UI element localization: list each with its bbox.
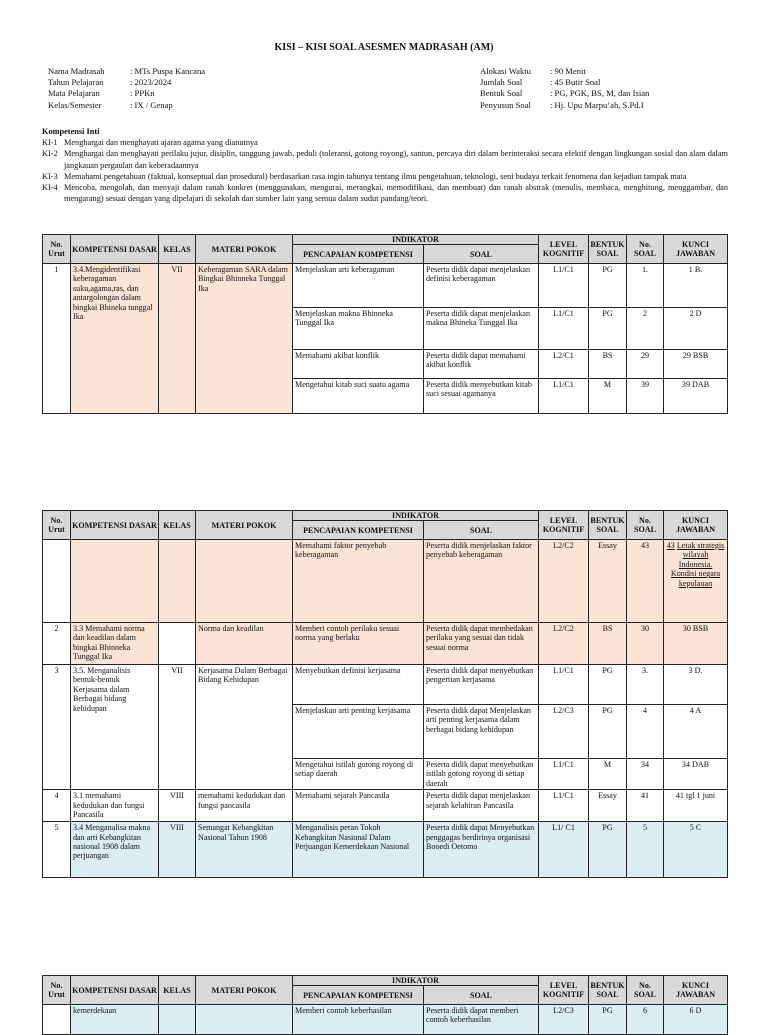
table-row [43, 623, 728, 665]
meta-label: Penyusun Soal [480, 99, 531, 110]
cell-kd: 3.1 memahami kedudukan dan fungsi Pancasila [71, 790, 159, 822]
cell-bentuk: Essay [589, 540, 627, 623]
meta-right [480, 66, 649, 111]
meta-label: Alokasi Waktu [480, 66, 531, 76]
cell-nosoal: 43 [627, 540, 664, 623]
ki-code: KI-4 [42, 183, 58, 193]
cell-soal: Peserta didik dapat menjelaskan makna Bhineka Tunggal Ika [424, 308, 539, 350]
ki-text: Memahami pengetahuan (faktual, konseptual dan prosedural) berdasarkan rasa ingin tahunya tentang ilmu pengetahuan, teknologi, seni budaya terkait fenomena dan kejadian tampak mata [64, 171, 687, 181]
cell-kelas: VII [159, 264, 196, 414]
cell-soal: Peserta didik dapat menyebutkan pengertian kerjasama [424, 665, 539, 705]
meta-label: Tahun Pelajaran [48, 77, 104, 88]
cell-no: 1 [43, 264, 71, 414]
cell-soal: Peserta didik dapat memahami akibat konflik [424, 350, 539, 379]
cell-nosoal: 34 [627, 759, 664, 790]
header-pk: PENCAPAIAN KOMPETENSI [293, 986, 424, 1005]
cell-level: L2/C2 [539, 623, 589, 665]
cell-nosoal: 2 [627, 308, 664, 350]
cell-pk: Memberi contoh keberhasilan [293, 1005, 424, 1035]
cell-nosoal: 30 [627, 623, 664, 665]
kunci-answer: Letak strategis wilayah Indonesia. Kondisi negara kepulauan [670, 541, 725, 588]
ki-item [42, 171, 728, 182]
ki-item [42, 148, 728, 170]
ki-text: Menghargai dan menghayati ajaran agama yang dianutnya [64, 138, 258, 148]
header-materi: MATERI POKOK [196, 235, 293, 264]
header-level: LEVEL KOGNITIF [539, 235, 589, 264]
header-pk: PENCAPAIAN KOMPETENSI [293, 521, 424, 540]
header-nosoal: No. SOAL [627, 976, 664, 1005]
cell-kunci: 3 D. [664, 665, 728, 705]
cell-kunci: 1 B. [664, 264, 728, 308]
cell-kunci: 6 D [664, 1005, 728, 1035]
meta-label: Jumlah Soal [480, 77, 523, 88]
header-indikator: INDIKATOR [293, 235, 539, 245]
cell-pk: Memberi contoh perilaku sesuai norma yang berlaku [293, 623, 424, 665]
cell-pk: Menjelaskan makna Bhinneka Tunggal Ika [293, 308, 424, 350]
cell-materi: Semangat Kebangkitan Nasional Tahun 1908 [196, 822, 293, 878]
cell-kunci: 2 D [664, 308, 728, 350]
cell-nosoal: 6 [627, 1005, 664, 1035]
cell-kunci [664, 540, 728, 623]
cell-materi: Keberagaman SARA dalam Bingkai Bhinneka Tunggal Ika [196, 264, 293, 414]
cell-soal: Peserta didik dapat menjelaskan sejarah kelahiran Pancasila [424, 790, 539, 822]
table-row [43, 665, 728, 705]
cell-bentuk: M [589, 379, 627, 414]
ki-code: KI-1 [42, 138, 58, 148]
meta-value: : 90 Menit [550, 66, 586, 76]
cell-pk: Menyebutkan definisi kerjasama [293, 665, 424, 705]
kompetensi-inti [42, 126, 728, 204]
ki-heading: Kompetensi Inti [42, 127, 100, 136]
cell-kunci: 4 A [664, 705, 728, 759]
cell-nosoal: 39 [627, 379, 664, 414]
header-kelas: KELAS [159, 976, 196, 1005]
ki-text: Mencoba, mengolah, dan menyaji dalam ranah konkret (menggunakan, mengurai, merangkai, memodifikasi, dan membuat) dan ranah abstrak (menulis, membaca, menghitung, menggambar, dan mengarang) sesuai dengan yang dipelajari di sekolah dan sumber lain yang semua dalam sudut pandang/teori. [64, 183, 728, 204]
header-no: No. Urut [43, 511, 71, 540]
meta-value: : Hj. Upu Marpu’ah, S.Pd.I [550, 99, 644, 110]
cell-soal: Peserta didik dapat menjelaskan definisi keberagaman [424, 264, 539, 308]
meta-label: Mata Pelajaran [48, 88, 100, 99]
header-no: No. Urut [43, 976, 71, 1005]
cell-bentuk: PG [589, 705, 627, 759]
cell-soal: Peserta didik dapat membedakan perilaku yang sesuai dan tidak sesuai norma [424, 623, 539, 665]
kisi-table-3 [42, 975, 728, 1035]
cell-bentuk: PG [589, 665, 627, 705]
meta-label: Nama Madrasah [48, 66, 105, 76]
cell-kelas: VIII [159, 790, 196, 822]
cell-level: L2/C3 [539, 1005, 589, 1035]
meta-label: Kelas/Semester [48, 99, 102, 110]
cell-kd: kemerdekaan [71, 1005, 159, 1035]
cell-kelas: VII [159, 665, 196, 790]
cell-kd: 3.4 Menganalisa makna dan arti Kebangkitan nasional 1908 dalam perjuangan [71, 822, 159, 878]
document-title: KISI – KISI SOAL ASESMEN MADRASAH (AM) [274, 42, 494, 53]
cell-level: L1/C1 [539, 308, 589, 350]
cell-nosoal: 29 [627, 350, 664, 379]
header-soal: SOAL [424, 986, 539, 1005]
cell-soal: Peserta didik dapat memberi contoh keberhasilan [424, 1005, 539, 1035]
header-bentuk: BENTUK SOAL [589, 976, 627, 1005]
cell-kunci: 5 C [664, 822, 728, 878]
table-row [43, 264, 728, 308]
cell-soal: Peserta didik dapat menyebutkan istilah gotong royong di setiap daerah [424, 759, 539, 790]
header-kunci: KUNCI JAWABAN [664, 235, 728, 264]
ki-code: KI-2 [42, 149, 58, 159]
cell-level: L2/C2 [539, 540, 589, 623]
cell-materi: Norma dan keadilan [196, 623, 293, 665]
cell-bentuk: BS [589, 623, 627, 665]
header-kd: KOMPETENSI DASAR [71, 235, 159, 264]
cell-kunci: 29 BSB [664, 350, 728, 379]
cell-soal: Peserta didik dapat Menyebutkan penggagas berdirinya organisasi Booedi Oetomo [424, 822, 539, 878]
cell-no: 5 [43, 822, 71, 878]
header-nosoal: No. SOAL [627, 235, 664, 264]
cell-kelas: VIII [159, 822, 196, 878]
ki-item [42, 137, 728, 148]
cell-pk: Menjelaskan arti penting kerjasama [293, 705, 424, 759]
cell-bentuk: PG [589, 264, 627, 308]
cell-level: L1/ C1 [539, 822, 589, 878]
cell-pk: Mengetahui kitab suci suatu agama [293, 379, 424, 414]
cell-kunci: 39 DAB [664, 379, 728, 414]
kisi-table-1 [42, 234, 728, 414]
cell-soal: Peserta didik dapat Menjelaskan arti penting kerjasama dalam berbagai bidang kehidupan [424, 705, 539, 759]
meta-value: : 2023/2024 [130, 77, 172, 88]
cell-pk: Mengetahui istilah gotong royong di setiap daerah [293, 759, 424, 790]
cell-no: 2 [43, 623, 71, 665]
cell-kd: 3.5. Menganalisis bentuk-bentuk Kerjasama dalam Berbagai bidang kehidupan [71, 665, 159, 790]
header-bentuk: BENTUK SOAL [589, 511, 627, 540]
header-no: No. Urut [43, 235, 71, 264]
cell-materi: memahami kedudukan dan fungsi pancasila [196, 790, 293, 822]
cell-pk: Menjelaskan arti keberagaman [293, 264, 424, 308]
kunci-number: 43 [666, 541, 675, 550]
table-row [43, 540, 728, 623]
cell-level: L1/C1 [539, 665, 589, 705]
cell-bentuk: PG [589, 822, 627, 878]
cell-level: L1/C1 [539, 379, 589, 414]
cell-bentuk: PG [589, 1005, 627, 1035]
cell-soal: Peserta didik menyebutkan kitab suci sesuai agamanya [424, 379, 539, 414]
header-materi: MATERI POKOK [196, 511, 293, 540]
cell-pk: Memahami akibat konflik [293, 350, 424, 379]
cell-bentuk: BS [589, 350, 627, 379]
cell-level: L1/C1 [539, 759, 589, 790]
ki-item [42, 182, 728, 204]
cell-nosoal: 1. [627, 264, 664, 308]
header-kelas: KELAS [159, 235, 196, 264]
cell-soal: Peserta didik menjelaskan faktor penyebab keberagaman [424, 540, 539, 623]
meta-left [48, 66, 205, 111]
cell-nosoal: 41 [627, 790, 664, 822]
cell-bentuk: M [589, 759, 627, 790]
header-kunci: KUNCI JAWABAN [664, 976, 728, 1005]
cell-nosoal: 3. [627, 665, 664, 705]
ki-code: KI-3 [42, 171, 58, 181]
cell-nosoal: 5 [627, 822, 664, 878]
header-kd: KOMPETENSI DASAR [71, 511, 159, 540]
header-indikator: INDIKATOR [293, 511, 539, 521]
header-indikator: INDIKATOR [293, 976, 539, 986]
cell-level: L2/C3 [539, 705, 589, 759]
header-kd: KOMPETENSI DASAR [71, 976, 159, 1005]
kisi-table-2 [42, 510, 728, 878]
cell-level: L2/C1 [539, 350, 589, 379]
table-row [43, 822, 728, 878]
cell-bentuk: Essay [589, 790, 627, 822]
meta-value: : MTs Puspa Kancana [130, 66, 206, 76]
cell-kd: 3.3 Memahami norma dan keadilan dalam bingkai Bhinneka Tunggal Ika [71, 623, 159, 665]
header-level: LEVEL KOGNITIF [539, 976, 589, 1005]
cell-nosoal: 4 [627, 705, 664, 759]
cell-pk: Menganalisis peran Tokoh Kebangkitan Nasional Dalam Perjuangan Kemerdekaan Nasional [293, 822, 424, 878]
cell-kd: 3.4.Mengidentifikasi keberagaman suku,agama,ras, dan antargolongan dalam bingkai Bhineka tunggal Ika [71, 264, 159, 414]
header-soal: SOAL [424, 521, 539, 540]
cell-pk: Memahami sejarah Pancasila [293, 790, 424, 822]
ki-text: Menghargai dan menghayati perilaku jujur, disiplin, tanggung jawab, peduli (toleransi, gotong royong), santun, percaya diri dalam berinteraksi secara efektif dengan lingkungan sosial dan alam dalam jangkauan pergaulan dan keberadaannya [64, 149, 728, 170]
meta-value: : PG, PGK, BS, M, dan Isian [550, 88, 650, 99]
meta-value: : PPKn [130, 88, 155, 99]
cell-kunci: 41 tgl 1 juni [664, 790, 728, 822]
meta-label: Bentuk Soal [480, 88, 523, 99]
cell-bentuk: PG [589, 308, 627, 350]
header-materi: MATERI POKOK [196, 976, 293, 1005]
header-pk: PENCAPAIAN KOMPETENSI [293, 245, 424, 264]
cell-materi: Kerjasama Dalam Berbagai Bidang Kehidupan [196, 665, 293, 790]
cell-no: 4 [43, 790, 71, 822]
table-row [43, 790, 728, 822]
header-nosoal: No. SOAL [627, 511, 664, 540]
header-level: LEVEL KOGNITIF [539, 511, 589, 540]
cell-level: L1/C1 [539, 790, 589, 822]
cell-pk: Memahami faktor penyebab keberagaman [293, 540, 424, 623]
cell-level: L1/C1 [539, 264, 589, 308]
header-soal: SOAL [424, 245, 539, 264]
cell-kunci: 34 DAB [664, 759, 728, 790]
meta-value: : 45 Butir Soal [550, 77, 601, 88]
header-bentuk: BENTUK SOAL [589, 235, 627, 264]
header-kunci: KUNCI JAWABAN [664, 511, 728, 540]
meta-value: : IX / Genap [130, 99, 173, 110]
header-kelas: KELAS [159, 511, 196, 540]
cell-no: 3 [43, 665, 71, 790]
cell-kunci: 30 BSB [664, 623, 728, 665]
table-row [43, 1005, 728, 1035]
